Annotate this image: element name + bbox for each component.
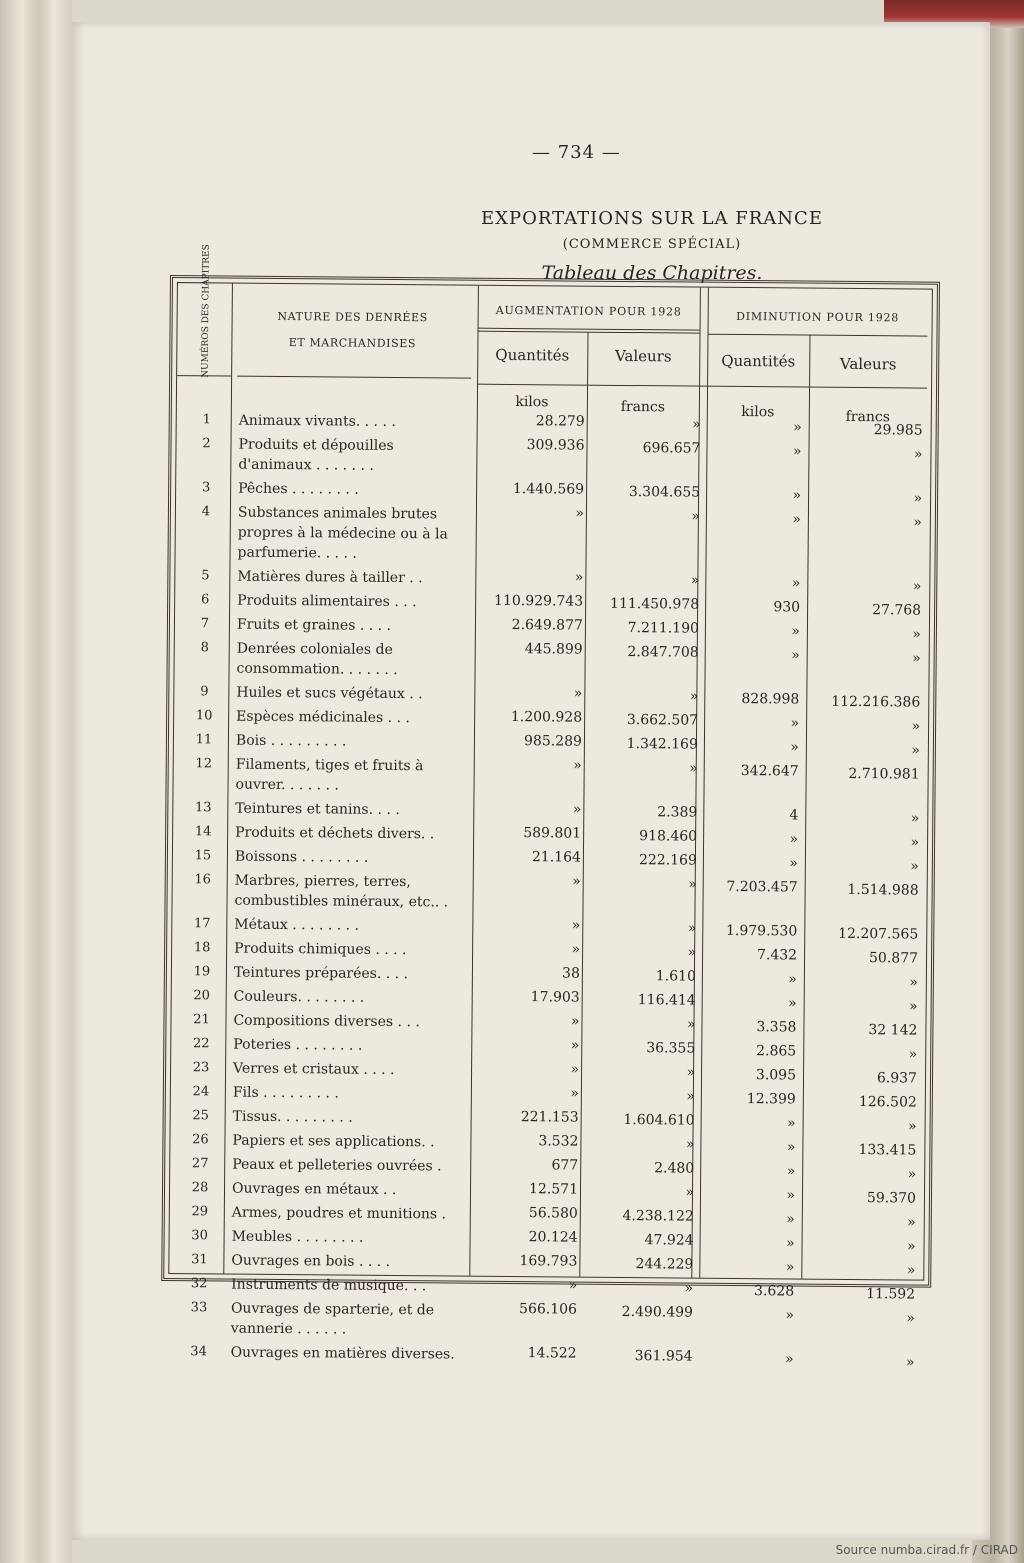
book-edge-left — [0, 0, 72, 1563]
aug-valeur: 1.342.169 — [626, 736, 698, 753]
row-label: Substances animales brutes propres à la médecine ou à la parfumerie. . . . . — [237, 504, 448, 562]
source-credit: Source numba.cirad.fr / CIRAD — [835, 1543, 1018, 1557]
aug-quantite: » — [573, 757, 582, 774]
row-number: 34 — [190, 1344, 207, 1360]
dim-quantite: 4 — [789, 807, 799, 824]
aug-quantite: 2.649.877 — [511, 616, 584, 634]
table-row — [176, 434, 930, 485]
aug-quantite: 566.106 — [519, 1301, 578, 1318]
dim-valeur: 12.207.565 — [838, 925, 919, 943]
aug-valeur: » — [688, 876, 697, 893]
row-label: Animaux vivants. . . . . — [238, 412, 396, 430]
aug-quantite: » — [570, 1037, 580, 1054]
table-row — [174, 638, 928, 689]
aug-valeur: 47.924 — [644, 1232, 694, 1249]
header-augmentation: AUGMENTATION POUR 1928 — [495, 303, 682, 319]
row-label: Ouvrages en métaux . . — [231, 1180, 397, 1199]
row-label: Produits alimentaires . . . — [237, 592, 417, 611]
aug-quantite: 110.929.743 — [494, 592, 584, 610]
aug-valeur: » — [685, 1136, 695, 1153]
table-caption: Tableau des Chapitres. — [541, 262, 763, 284]
row-label: Huiles et sucs végétaux . . — [236, 684, 423, 703]
dim-quantite: » — [786, 1115, 796, 1132]
row-number: 33 — [190, 1300, 208, 1316]
dim-quantite: » — [785, 1307, 795, 1324]
row-number: 27 — [191, 1156, 209, 1172]
aug-valeur: 918.460 — [639, 828, 698, 845]
dim-valeur: » — [908, 998, 918, 1015]
dim-quantite: » — [786, 1187, 796, 1204]
dim-valeur: » — [906, 1310, 915, 1327]
row-number: 15 — [194, 848, 212, 864]
aug-quantite: » — [574, 569, 584, 586]
aug-quantite: » — [575, 505, 585, 522]
aug-valeur: 2.490.499 — [621, 1303, 694, 1321]
aug-valeur: 36.355 — [646, 1040, 696, 1057]
dim-quantite: 3.358 — [756, 1019, 797, 1036]
row-label: Peaux et pelleteries ouvrées . — [232, 1156, 442, 1175]
dim-quantite: » — [792, 487, 802, 504]
dim-quantite: 12.399 — [746, 1091, 796, 1108]
row-number: 2 — [202, 436, 211, 452]
dim-valeur: 32 142 — [868, 1022, 918, 1039]
row-number: 11 — [195, 732, 213, 748]
aug-quantite: 985.289 — [523, 733, 583, 750]
header-rule — [478, 331, 700, 334]
row-label: Instruments de musique. . . — [231, 1276, 427, 1295]
dim-quantite: » — [791, 575, 801, 592]
aug-valeur: » — [686, 1064, 696, 1081]
aug-quantite: » — [572, 801, 582, 818]
dim-quantite: » — [785, 1235, 795, 1252]
dim-valeur: 6.937 — [876, 1070, 918, 1087]
aug-valeur: 111.450.978 — [609, 595, 700, 613]
aug-quantite: 14.522 — [527, 1345, 577, 1362]
row-label: Denrées coloniales de consommation. . . . . . . — [236, 640, 398, 679]
aug-valeur: 361.954 — [634, 1348, 693, 1365]
row-label: Armes, poudres et munitions . — [231, 1204, 447, 1223]
table-row — [173, 754, 927, 805]
unit-dim-kilos: kilos — [741, 403, 775, 421]
dim-valeur: » — [905, 1354, 915, 1371]
dim-valeur: » — [908, 1046, 918, 1063]
aug-quantite: 169.793 — [519, 1253, 578, 1270]
row-label: Ouvrages en matières diverses. — [230, 1344, 455, 1363]
dim-quantite: » — [786, 1139, 796, 1156]
table-row — [169, 1298, 923, 1349]
aug-valeur: 2.389 — [657, 804, 698, 821]
row-number: 9 — [200, 684, 209, 700]
row-label: Filaments, tiges et fruits à ouvrer. . . . . . . — [235, 756, 424, 794]
dim-valeur: » — [910, 810, 920, 827]
dim-quantite: 342.647 — [740, 763, 799, 780]
dim-valeur: » — [911, 742, 920, 759]
dim-quantite: 7.432 — [756, 947, 798, 964]
row-label: Tissus. . . . . . . . . — [232, 1108, 353, 1126]
dim-valeur: » — [911, 718, 921, 735]
unit-dim-francs: francs — [845, 408, 890, 426]
dim-quantite: » — [788, 995, 797, 1012]
row-label: Verres et cristaux . . . . — [233, 1060, 395, 1078]
row-label: Boissons . . . . . . . . — [234, 848, 369, 866]
dim-valeur: 126.502 — [858, 1094, 917, 1111]
aug-valeur: » — [690, 572, 700, 589]
row-label: Poteries . . . . . . . . — [233, 1036, 363, 1054]
row-number: 19 — [193, 964, 211, 980]
header-dim-quantites: Quantités — [721, 351, 796, 371]
row-number: 3 — [201, 480, 211, 496]
row-number: 6 — [200, 592, 210, 608]
aug-valeur: » — [691, 508, 700, 525]
row-number: 7 — [200, 616, 210, 632]
header-aug-valeurs: Valeurs — [614, 346, 672, 366]
aug-valeur: » — [687, 944, 697, 961]
aug-valeur: » — [684, 1280, 694, 1297]
aug-valeur: » — [689, 760, 698, 777]
dim-quantite: » — [788, 971, 797, 988]
dim-quantite: » — [790, 739, 799, 756]
dim-valeur: 112.216.386 — [831, 693, 921, 711]
row-number: 18 — [193, 940, 211, 956]
aug-quantite: » — [570, 1085, 579, 1102]
dim-valeur: 59.370 — [866, 1190, 917, 1207]
dim-quantite: » — [786, 1211, 795, 1228]
row-number: 24 — [192, 1084, 210, 1100]
row-number: 5 — [201, 568, 210, 584]
dim-valeur: 1.514.988 — [847, 881, 919, 899]
aug-valeur: 2.480 — [654, 1160, 695, 1177]
table-row — [172, 870, 926, 921]
dim-quantite: » — [786, 1163, 796, 1180]
dim-valeur: 133.415 — [858, 1142, 917, 1159]
aug-quantite: » — [568, 1277, 578, 1294]
row-label: Pêches . . . . . . . . — [238, 480, 359, 498]
row-number: 23 — [192, 1060, 210, 1076]
aug-quantite: » — [570, 1013, 580, 1030]
aug-valeur: 3.662.507 — [626, 712, 699, 729]
row-number: 25 — [192, 1108, 209, 1124]
dim-valeur: » — [912, 578, 922, 595]
aug-valeur: 7.211.190 — [627, 620, 700, 637]
row-label: Produits et déchets divers. . — [235, 824, 435, 843]
row-number: 28 — [191, 1180, 209, 1196]
aug-valeur: » — [689, 688, 699, 705]
dim-valeur: » — [909, 974, 918, 991]
unit-aug-kilos: kilos — [515, 394, 549, 411]
row-label: Fruits et graines . . . . — [236, 616, 392, 634]
dim-quantite: 7.203.457 — [726, 878, 798, 896]
aug-quantite: » — [570, 1061, 580, 1078]
aug-quantite: 3.532 — [538, 1133, 579, 1150]
header-dim-valeurs: Valeurs — [839, 354, 897, 374]
aug-quantite: 445.899 — [524, 641, 583, 658]
row-label: Compositions diverses . . . — [233, 1012, 420, 1031]
dim-quantite: » — [791, 647, 800, 664]
header-nature — [237, 304, 467, 358]
dim-quantite: » — [789, 855, 798, 872]
dim-valeur: » — [910, 834, 920, 851]
aug-valeur: 2.847.708 — [627, 644, 699, 661]
row-number: 26 — [192, 1132, 209, 1148]
dim-quantite: » — [785, 1259, 795, 1276]
header-nature-line2: ET MARCHANDISES — [288, 336, 417, 351]
row-number: 20 — [193, 988, 211, 1004]
aug-valeur: 116.414 — [637, 992, 696, 1009]
aug-quantite: 12.571 — [528, 1181, 579, 1198]
aug-quantite: 56.580 — [528, 1205, 578, 1222]
aug-quantite: 21.164 — [531, 849, 582, 866]
header-nature-line1: NATURE DES DENRÉES — [277, 309, 428, 325]
aug-valeur: » — [685, 1184, 695, 1201]
row-label: Produits et dépouilles d'animaux . . . . . . . — [238, 436, 394, 474]
page-subtitle: (COMMERCE SPÉCIAL) — [562, 237, 742, 252]
row-label: Couleurs. . . . . . . . — [233, 988, 365, 1006]
row-label: Métaux . . . . . . . . — [234, 916, 360, 934]
aug-quantite: 221.153 — [520, 1109, 579, 1126]
header-rule — [237, 376, 471, 379]
dim-valeur: 27.768 — [872, 602, 922, 619]
row-number: 14 — [194, 824, 212, 840]
aug-quantite: 589.801 — [523, 825, 582, 842]
aug-valeur: 4.238.122 — [622, 1207, 694, 1225]
row-label: Ouvrages de sparterie, et de vannerie . . . . . . — [230, 1300, 435, 1338]
row-number: 13 — [195, 800, 212, 816]
header-aug-quantites: Quantités — [495, 345, 570, 365]
table-row — [175, 502, 930, 573]
dim-valeur: 11.592 — [866, 1286, 916, 1303]
dim-valeur: » — [913, 446, 923, 463]
dim-valeur: 50.877 — [868, 950, 919, 967]
aug-quantite: » — [571, 917, 581, 934]
row-number: 17 — [193, 916, 211, 932]
dim-valeur: » — [907, 1118, 917, 1135]
page-number: — 734 — — [532, 142, 621, 163]
row-number: 10 — [195, 708, 213, 724]
row-label: Ouvrages en bois . . . . — [231, 1252, 391, 1270]
row-number: 29 — [191, 1204, 209, 1220]
aug-valeur: » — [687, 920, 697, 937]
header-rule — [477, 384, 927, 389]
dim-valeur: » — [912, 650, 921, 667]
row-number: 21 — [193, 1012, 210, 1028]
dim-quantite: 930 — [773, 599, 801, 616]
dim-quantite: » — [792, 443, 802, 460]
row-number: 31 — [191, 1252, 208, 1268]
page-title: EXPORTATIONS SUR LA FRANCE — [481, 208, 823, 229]
dim-valeur: » — [906, 1238, 916, 1255]
aug-valeur: 244.229 — [635, 1256, 694, 1273]
row-number: 30 — [191, 1228, 208, 1244]
row-number: 4 — [201, 504, 211, 520]
row-label: Bois . . . . . . . . . — [235, 732, 347, 750]
aug-valeur: 222.169 — [638, 852, 697, 869]
aug-valeur: » — [686, 1016, 696, 1033]
aug-valeur: » — [692, 416, 701, 433]
dim-quantite: » — [791, 623, 800, 640]
aug-valeur: 696.657 — [642, 440, 701, 457]
row-label: Matières dures à tailler . . — [237, 568, 423, 587]
row-label: Papiers et ses applications. . — [232, 1132, 435, 1151]
aug-valeur: 3.304.655 — [628, 484, 701, 501]
row-number: 32 — [190, 1276, 208, 1292]
row-label: Teintures et tanins. . . . — [235, 800, 400, 819]
row-label: Meubles . . . . . . . . — [231, 1228, 364, 1246]
dim-valeur: » — [913, 514, 922, 531]
dim-valeur: 29.985 — [873, 422, 923, 439]
header-diminution: DIMINUTION POUR 1928 — [736, 309, 900, 325]
aug-valeur: » — [686, 1088, 695, 1105]
aug-quantite: 677 — [551, 1157, 579, 1174]
dim-quantite: » — [793, 419, 802, 436]
dim-valeur: 2.710.981 — [848, 765, 920, 783]
dim-quantite: 828.998 — [741, 691, 800, 708]
aug-quantite: 17.903 — [530, 989, 580, 1006]
row-label: Fils . . . . . . . . . — [232, 1084, 339, 1102]
aug-quantite: 28.279 — [535, 413, 585, 430]
dim-quantite: » — [792, 511, 801, 528]
aug-quantite: 1.200.928 — [510, 708, 583, 726]
dim-quantite: » — [789, 831, 799, 848]
dim-valeur: » — [910, 858, 919, 875]
dim-valeur: » — [906, 1262, 916, 1279]
row-label: Produits chimiques . . . . — [234, 940, 407, 959]
aug-quantite: » — [572, 873, 581, 890]
dim-valeur: » — [907, 1166, 917, 1183]
unit-aug-francs: francs — [620, 398, 666, 416]
row-number: 22 — [192, 1036, 210, 1052]
row-number: 8 — [200, 640, 209, 656]
row-number: 1 — [202, 412, 211, 428]
row-number: 12 — [195, 756, 213, 772]
aug-quantite: » — [571, 941, 581, 958]
dim-quantite: » — [790, 715, 800, 732]
dim-quantite: » — [784, 1351, 794, 1368]
dim-valeur: » — [907, 1214, 916, 1231]
dim-quantite: 2.865 — [756, 1043, 797, 1060]
row-label: Marbres, pierres, terres, combustibles minéraux, etc.. . — [234, 872, 449, 911]
row-label: Espèces médicinales . . . — [236, 708, 410, 727]
aug-quantite: 309.936 — [526, 437, 585, 454]
aug-quantite: » — [573, 685, 583, 702]
dim-quantite: 3.628 — [753, 1283, 795, 1300]
dim-quantite: 3.095 — [755, 1067, 797, 1084]
dim-valeur: » — [912, 626, 921, 643]
row-number: 16 — [194, 872, 212, 888]
row-label: Teintures préparées. . . . — [233, 964, 409, 983]
aug-valeur: 1.604.610 — [623, 1111, 695, 1129]
aug-quantite: 38 — [562, 965, 580, 982]
aug-quantite: 1.440.569 — [512, 481, 585, 498]
aug-quantite: 20.124 — [528, 1229, 578, 1246]
aug-valeur: 1.610 — [655, 968, 696, 985]
header-numeros: NUMÉROS DES CHAPITRES — [200, 244, 212, 378]
header-rule — [707, 334, 927, 337]
dim-quantite: 1.979.530 — [725, 922, 798, 940]
dim-valeur: » — [913, 490, 923, 507]
